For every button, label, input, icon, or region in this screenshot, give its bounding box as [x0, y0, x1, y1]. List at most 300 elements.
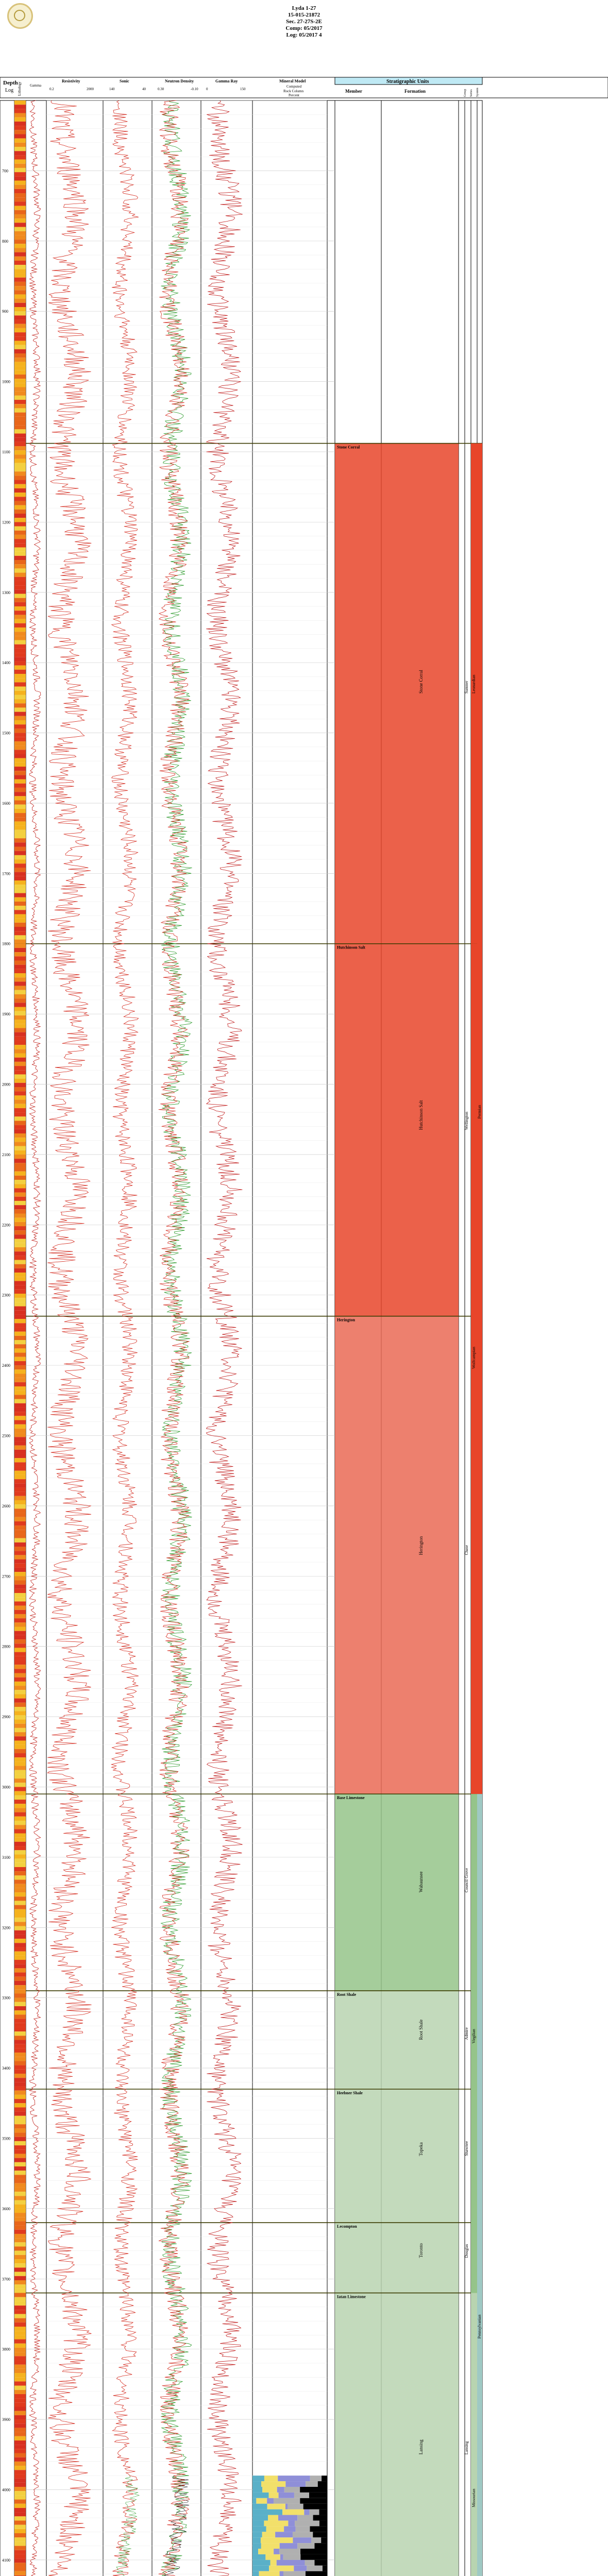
lithology-block [14, 2327, 26, 2331]
lithology-block [14, 1521, 26, 1526]
lithology-block [14, 370, 26, 375]
lithology-block [14, 1408, 26, 1412]
lithology-block [14, 497, 26, 501]
lithology-block [14, 2537, 26, 2541]
lithology-block [14, 2293, 26, 2297]
formation-band [335, 1991, 459, 2089]
lithology-block [14, 2533, 26, 2537]
lithology-block [14, 421, 26, 425]
mineral-model-band [252, 2537, 261, 2543]
depth-tick-label: 1200 [2, 520, 10, 525]
lithology-block [14, 2238, 26, 2242]
mineral-model-band [278, 2515, 297, 2521]
lithology-block [14, 1939, 26, 1943]
mineral-model-band [284, 2487, 300, 2493]
lithology-block [14, 1446, 26, 1450]
sonic-max: 40 [142, 87, 146, 91]
lithology-block [14, 1260, 26, 1264]
lithology-block [14, 379, 26, 383]
lithology-block [14, 1665, 26, 1669]
mineral-model-band [309, 2493, 327, 2498]
lithology-block [14, 977, 26, 981]
lithology-block [14, 501, 26, 505]
lithology-block [14, 1074, 26, 1078]
lithology-block [14, 986, 26, 990]
lithology-block [14, 2406, 26, 2411]
formation-band [335, 1316, 459, 1794]
lithology-block [14, 105, 26, 109]
lithology-block [14, 1745, 26, 1749]
lithology-block [14, 813, 26, 817]
lithology-block [14, 278, 26, 282]
lithology-block [14, 2331, 26, 2335]
lithology-block [14, 788, 26, 792]
mineral-model-band [279, 2549, 300, 2554]
track-column [0, 100, 14, 2576]
lithology-block [14, 2217, 26, 2221]
lithology-block [14, 1467, 26, 1471]
lithology-block [14, 741, 26, 745]
lithology-block [14, 670, 26, 674]
group-name: Admire [464, 2027, 469, 2040]
lithology-block [14, 1956, 26, 1960]
lithology-block [14, 1631, 26, 1635]
lithology-block [14, 944, 26, 948]
lithology-block [14, 1243, 26, 1247]
lithology-block [14, 792, 26, 796]
lithology-block [14, 1479, 26, 1483]
mineral-model-band [314, 2560, 327, 2566]
depth-tick-label: 3800 [2, 2347, 10, 2352]
mineral-model-band [252, 2515, 268, 2521]
lithology-block [14, 1572, 26, 1576]
lithology-block [14, 952, 26, 956]
lithology-block [14, 969, 26, 973]
lithology-block [14, 1209, 26, 1213]
depth-tick-label: 2300 [2, 1293, 10, 1298]
lithology-block [14, 1601, 26, 1605]
series-label: Missourian [471, 2488, 476, 2507]
lithology-block [14, 1138, 26, 1142]
lithology-block [14, 2087, 26, 2091]
lithology-block [14, 2571, 26, 2575]
depth-subtitle: Log [5, 88, 14, 93]
lithology-block [14, 476, 26, 480]
lithology-block [14, 1610, 26, 1614]
lithology-block [14, 2487, 26, 2491]
depth-tick-label: 1300 [2, 590, 10, 595]
lithology-block [14, 1673, 26, 1677]
resistivity-max: 2000 [87, 87, 94, 91]
lithology-block [14, 1222, 26, 1226]
lithology-block [14, 1180, 26, 1184]
lithology-block [14, 1041, 26, 1045]
mineral-model-band [258, 2549, 274, 2554]
lithology-block [14, 1454, 26, 1458]
lithology-block [14, 906, 26, 910]
lithology-block [14, 800, 26, 804]
lithology-block [14, 2310, 26, 2314]
lithology-block [14, 2234, 26, 2238]
lithology-block [14, 1239, 26, 1243]
lithology-block [14, 1736, 26, 1740]
lithology-block [14, 1699, 26, 1703]
track-column [46, 100, 103, 2576]
mineral-model-band [295, 2520, 319, 2526]
lithology-block [14, 606, 26, 611]
depth-tick-label: 2800 [2, 1644, 10, 1649]
mineral-model-band [252, 2498, 256, 2504]
lithology-block [14, 1357, 26, 1361]
mineral-model-band [278, 2476, 310, 2481]
lithology-block [14, 1150, 26, 1155]
depth-tick-label: 3200 [2, 1925, 10, 1930]
lithology-block [14, 1395, 26, 1399]
lithology-block [14, 619, 26, 623]
lithology-block [14, 139, 26, 143]
lithology-block [14, 1058, 26, 1062]
strat-col-formation: Formation [404, 89, 426, 94]
gamma-ray-title: Gamma Ray [215, 79, 238, 83]
lithology-block [14, 1024, 26, 1028]
lithology-block [14, 488, 26, 493]
strat-col-series: Series [470, 89, 473, 97]
lithology-block [14, 1703, 26, 1707]
lithology-block [14, 1108, 26, 1112]
lithology-block [14, 2200, 26, 2204]
lithology-block [14, 1121, 26, 1125]
group-name: Wellington [464, 1111, 469, 1130]
lithology-title: Lithology [18, 81, 22, 96]
lithology-block [14, 396, 26, 400]
lithology-block [14, 2529, 26, 2533]
mineral-model-band [252, 2571, 259, 2576]
formation-top-label: Lecompton [337, 2224, 357, 2229]
lithology-block [14, 826, 26, 830]
lithology-block [14, 1614, 26, 1618]
lithology-block [14, 1795, 26, 1800]
mineral-model-band [252, 2532, 262, 2537]
lithology-block [14, 2415, 26, 2419]
lithology-block [14, 2263, 26, 2267]
mineral-model-band [261, 2537, 293, 2543]
lithology-block [14, 185, 26, 189]
lithology-block [14, 1487, 26, 1492]
lithology-block [14, 1871, 26, 1875]
lithology-block [14, 1450, 26, 1454]
mineral-model-band [280, 2554, 283, 2560]
lithology-block [14, 1838, 26, 1842]
lithology-block [14, 973, 26, 977]
lithology-block [14, 1340, 26, 1344]
lithology-block [14, 126, 26, 130]
lithology-block [14, 876, 26, 880]
lithology-block [14, 1214, 26, 1218]
lithology-block [14, 872, 26, 876]
lithology-block [14, 859, 26, 863]
lithology-block [14, 535, 26, 539]
lithology-block [14, 632, 26, 636]
lithology-block [14, 2453, 26, 2458]
lithology-block [14, 1003, 26, 1007]
formation-top-label: Base Limestone [337, 1795, 365, 1801]
depth-tick-label: 1800 [2, 941, 10, 946]
lithology-block [14, 927, 26, 931]
mineral-model-band [268, 2515, 278, 2521]
formation-top-label: Heebner Shale [337, 2090, 363, 2095]
lithology-block [14, 2099, 26, 2103]
lithology-block [14, 1690, 26, 1694]
lithology-block [14, 1365, 26, 1369]
mineral-line4: Percent [289, 93, 299, 97]
lithology-block [14, 809, 26, 813]
lithology-block [14, 1669, 26, 1673]
lithology-block [14, 2171, 26, 2175]
lithology-block [14, 328, 26, 332]
depth-tick-label: 3000 [2, 1785, 10, 1790]
lithology-block [14, 649, 26, 653]
depth-tick-label: 2900 [2, 1715, 10, 1720]
mineral-model-band [252, 2526, 266, 2532]
lithology-block [14, 728, 26, 733]
series-band [471, 2293, 477, 2576]
lithology-block [14, 868, 26, 872]
mineral-model-band [293, 2537, 311, 2543]
lithology-block [14, 531, 26, 535]
mineral-model-band [297, 2543, 314, 2549]
lithology-block [14, 1176, 26, 1180]
lithology-block [14, 2424, 26, 2428]
lithology-block [14, 2558, 26, 2563]
lithology-block [14, 838, 26, 842]
formation-top-label: Stone Corral [337, 445, 360, 450]
lithology-block [14, 1660, 26, 1665]
lithology-block [14, 223, 26, 227]
lithology-block [14, 1133, 26, 1138]
mineral-model-band [310, 2526, 327, 2532]
lithology-block [14, 1327, 26, 1331]
mineral-model-band [285, 2504, 288, 2510]
group-name: Shawnee [464, 2141, 469, 2156]
lithology-block [14, 1774, 26, 1778]
lithology-block [14, 2091, 26, 2095]
lithology-block [14, 1032, 26, 1037]
lithology-block [14, 1070, 26, 1074]
lithology-block [14, 931, 26, 935]
lithology-block [14, 1770, 26, 1774]
lithology-block [14, 1429, 26, 1433]
lithology-block [14, 143, 26, 147]
formation-band [335, 944, 459, 1316]
lithology-block [14, 1560, 26, 1564]
lithology-block [14, 2259, 26, 2263]
lithology-block [14, 994, 26, 998]
lithology-block [14, 842, 26, 846]
lithology-block [14, 1918, 26, 1922]
mineral-model-band [280, 2543, 298, 2549]
lithology-block [14, 2036, 26, 2040]
lithology-block [14, 539, 26, 543]
mineral-model-band [306, 2571, 327, 2576]
lithology-block [14, 290, 26, 294]
group-name: Douglas [464, 2244, 469, 2258]
lithology-block [14, 282, 26, 286]
lithology-block [14, 1538, 26, 1543]
lithology-block [14, 362, 26, 366]
lithology-block [14, 417, 26, 421]
lithology-block [14, 2006, 26, 2010]
lithology-block [14, 311, 26, 315]
lithology-block [14, 1854, 26, 1858]
lithology-block [14, 450, 26, 454]
lithology-block [14, 180, 26, 184]
mineral-subtitle: Computed [286, 84, 302, 89]
lithology-block [14, 919, 26, 923]
mineral-model-band [259, 2571, 280, 2576]
mineral-model-band [252, 2566, 269, 2571]
lithology-block [14, 1778, 26, 1783]
lithology-block [14, 1867, 26, 1871]
lithology-block [14, 1888, 26, 1892]
lithology-block [14, 2166, 26, 2171]
depth-tick-label: 1000 [2, 379, 10, 384]
lithology-block [14, 2550, 26, 2554]
lithology-block [14, 1880, 26, 1884]
lithology-block [14, 315, 26, 319]
mineral-model-band [282, 2510, 304, 2515]
strat-col-group: Group [464, 89, 467, 97]
lithology-block [14, 130, 26, 134]
lithology-block [14, 2014, 26, 2019]
lithology-block [14, 2053, 26, 2057]
lithology-block [14, 307, 26, 311]
lithology-block [14, 1682, 26, 1686]
lithology-block [14, 1694, 26, 1698]
mineral-model-band [252, 2493, 269, 2498]
lithology-block [14, 197, 26, 201]
mineral-model-band [313, 2515, 327, 2521]
lithology-block [14, 1943, 26, 1947]
lithology-block [14, 720, 26, 724]
mineral-model-band [252, 2504, 267, 2510]
lithology-block [14, 750, 26, 754]
lithology-block [14, 1302, 26, 1306]
lithology-block [14, 1256, 26, 1260]
lithology-block [14, 2512, 26, 2516]
depth-tick-label: 2100 [2, 1152, 10, 1157]
lithology-block [14, 1804, 26, 1808]
depth-tick-label: 1500 [2, 731, 10, 736]
mineral-model-band [283, 2571, 306, 2576]
lithology-block [14, 1458, 26, 1462]
log-plot-area [0, 100, 482, 2576]
gamma-curve [29, 100, 41, 2576]
lithology-block [14, 2276, 26, 2280]
neutron-density-max: -0.10 [191, 87, 198, 91]
lithology-block [14, 2061, 26, 2065]
lithology-block [14, 1606, 26, 1610]
lithology-block [14, 2149, 26, 2154]
lithology-block [14, 2314, 26, 2318]
lithology-block [14, 1020, 26, 1024]
series-label: Leonardian [471, 674, 476, 694]
lithology-block [14, 244, 26, 248]
lithology-block [14, 1399, 26, 1403]
lithology-block [14, 1715, 26, 1719]
lithology-block [14, 1543, 26, 1547]
depth-tick-label: 2700 [2, 1574, 10, 1579]
mineral-model-band [279, 2493, 294, 2498]
lithology-block [14, 1989, 26, 1993]
lithology-block [14, 2289, 26, 2293]
mineral-model-band [252, 2549, 258, 2554]
lithology-block [14, 2479, 26, 2483]
lithology-block [14, 454, 26, 459]
mineral-model-band [310, 2476, 322, 2481]
lithology-block [14, 2541, 26, 2546]
lithology-block [14, 442, 26, 446]
lithology-block [14, 2128, 26, 2132]
lithology-block [14, 2133, 26, 2137]
lithology-block [14, 201, 26, 206]
lithology-block [14, 349, 26, 353]
lithology-block [14, 1761, 26, 1766]
lithology-block [14, 948, 26, 952]
mineral-model-band [252, 2560, 271, 2566]
gamma-ray-max: 150 [240, 87, 246, 91]
lithology-block [14, 573, 26, 577]
series-label: Virgilian [471, 2029, 476, 2044]
lithology-block [14, 653, 26, 657]
lithology-block [14, 1172, 26, 1176]
mineral-model-band [306, 2481, 318, 2487]
lithology-block [14, 834, 26, 838]
density-curve [159, 100, 190, 2576]
lithology-block [14, 2226, 26, 2230]
lithology-block [14, 2103, 26, 2107]
lithology-block [14, 2411, 26, 2415]
lithology-block [14, 2213, 26, 2217]
lithology-block [14, 2209, 26, 2213]
resistivity-title: Resistivity [62, 79, 80, 83]
lithology-block [14, 564, 26, 568]
lithology-block [14, 1740, 26, 1744]
lithology-block [14, 1049, 26, 1053]
lithology-block [14, 206, 26, 210]
lithology-block [14, 560, 26, 564]
lithology-block [14, 1753, 26, 1757]
lithology-block [14, 252, 26, 257]
mineral-model-band [300, 2554, 327, 2560]
lithology-block [14, 160, 26, 164]
lithology-block [14, 1564, 26, 1568]
mineral-model-band [252, 2520, 264, 2526]
lithology-block [14, 598, 26, 602]
lithology-block [14, 1766, 26, 1770]
lithology-block [14, 1842, 26, 1846]
lithology-block [14, 1348, 26, 1352]
mineral-model-band [256, 2498, 267, 2504]
mineral-model-band [323, 2566, 327, 2571]
lithology-block [14, 1471, 26, 1475]
lithology-block [14, 1492, 26, 1496]
lithology-block [14, 1875, 26, 1879]
lithology-block [14, 960, 26, 964]
lithology-block [14, 1808, 26, 1812]
lithology-block [14, 1247, 26, 1251]
lithology-block [14, 1901, 26, 1905]
system-label: Permian [477, 1105, 482, 1119]
